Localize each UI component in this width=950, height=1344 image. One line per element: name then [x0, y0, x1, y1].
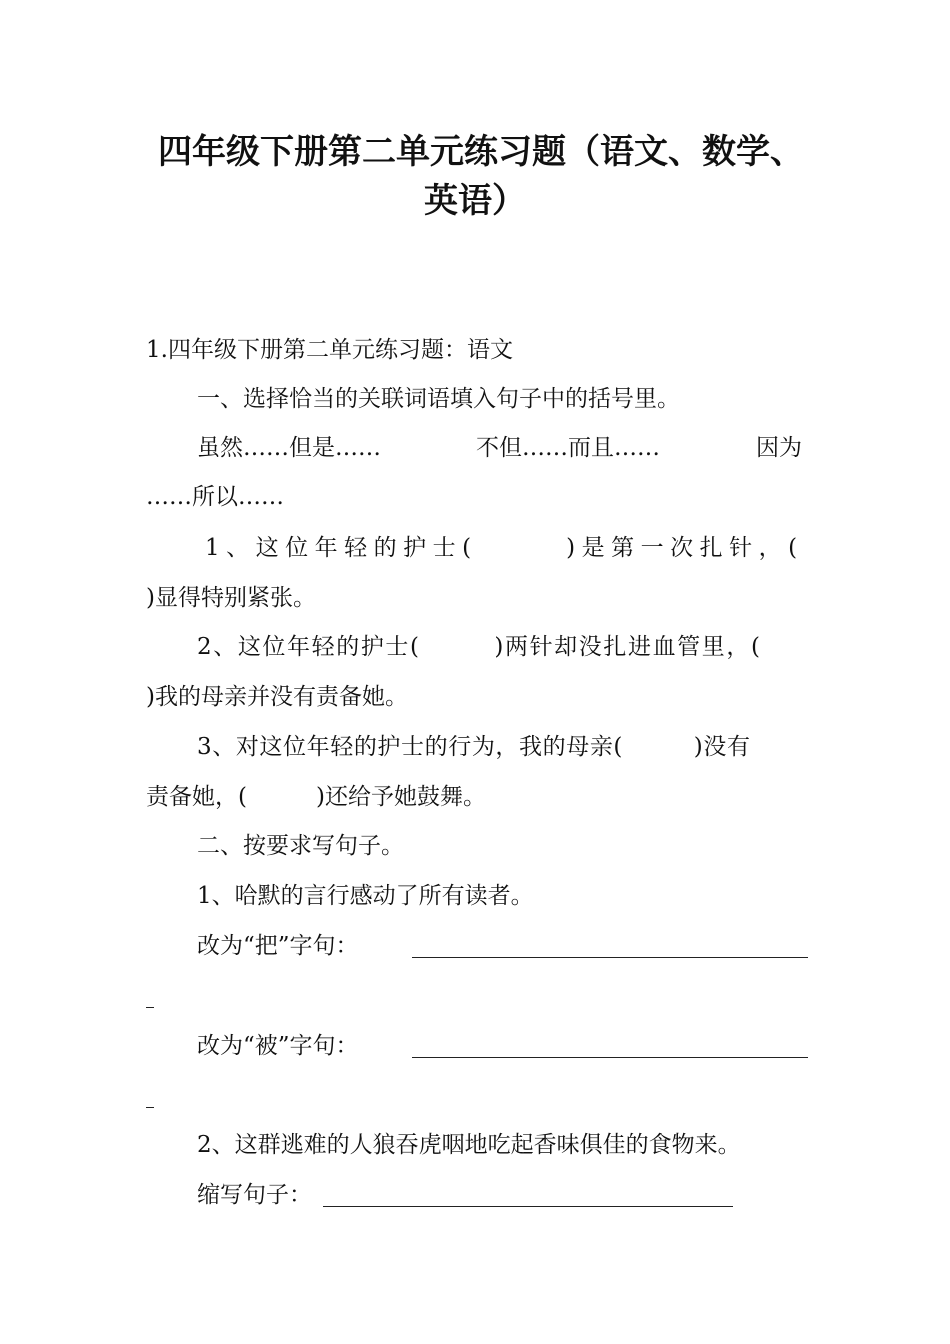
part1-heading: 一、选择恰当的关联词语填入句子中的括号里。 — [197, 386, 680, 412]
part1-question1-line1: 1、这位年轻的护士( )是第一次扎针，( — [205, 535, 804, 561]
part1-question3-line1: 3、对这位年轻的护士的行为，我的母亲( )没有 — [197, 734, 751, 760]
bei-sentence-answer-line[interactable] — [412, 1039, 808, 1058]
shorten-sentence-answer-line[interactable] — [323, 1188, 733, 1207]
part2-question1-sentence: 1、哈默的言行感动了所有读者。 — [197, 883, 534, 909]
ba-sentence-answer-line[interactable] — [412, 939, 808, 958]
shorten-sentence-label: 缩写句子： — [197, 1182, 312, 1208]
conjunction-option-b: 不但……而且…… — [476, 435, 660, 461]
part1-question3-line2: 责备她，( )还给予她鼓舞。 — [146, 784, 486, 810]
part1-question2-line2: )我的母亲并没有责备她。 — [146, 684, 408, 710]
conjunction-option-c-end: ……所以…… — [146, 484, 284, 510]
document-title-line2: 英语） — [424, 181, 526, 221]
part1-question2-line1: 2、这位年轻的护士( )两针却没扎进血管里，( — [197, 634, 762, 660]
ba-sentence-answer-line-tail — [146, 1007, 154, 1008]
bei-sentence-answer-line-tail — [146, 1107, 154, 1108]
conjunction-option-a: 虽然……但是…… — [197, 435, 381, 461]
document-title-line1: 四年级下册第二单元练习题（语文、数学、 — [158, 132, 804, 172]
part1-question1-line2: )显得特别紧张。 — [146, 585, 316, 611]
part2-question2-sentence: 2、这群逃难的人狼吞虎咽地吃起香味俱佳的食物来。 — [197, 1132, 741, 1158]
section-heading: 1.四年级下册第二单元练习题：语文 — [146, 337, 513, 363]
conjunction-option-c-start: 因为 — [756, 435, 802, 461]
part2-heading: 二、按要求写句子。 — [197, 833, 404, 859]
bei-sentence-label: 改为“被”字句： — [197, 1033, 359, 1059]
ba-sentence-label: 改为“把”字句： — [197, 933, 359, 959]
